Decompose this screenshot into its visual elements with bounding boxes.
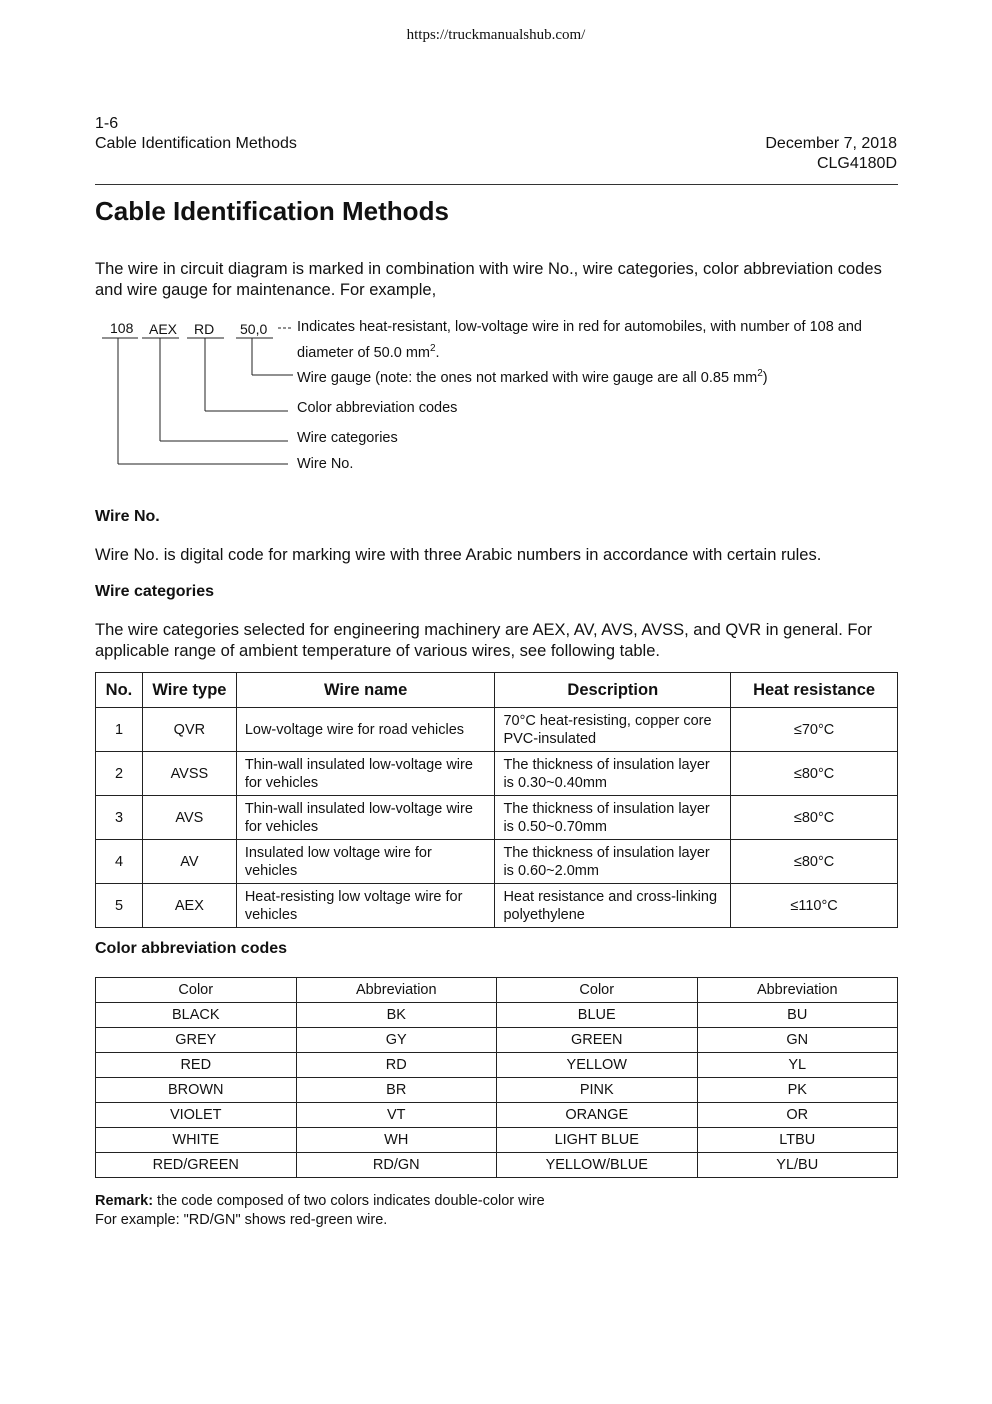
col-header-color: Color <box>497 978 698 1003</box>
table-row <box>96 884 898 928</box>
cell-abbreviation: OR <box>697 1103 898 1128</box>
table-row <box>96 1003 898 1028</box>
color-code-table <box>95 977 898 1178</box>
header-right <box>765 134 897 174</box>
cell-abbreviation: RD <box>296 1053 497 1078</box>
source-url: https://truckmanualshub.com/ <box>406 27 586 43</box>
wire-categories-text: The wire categories selected for engineering machinery are AEX, AV, AVS, AVSS, and QVR in general. For applicable range of ambient temperature of various wires, see following table. <box>95 621 873 660</box>
col-header-no: No. <box>96 673 143 708</box>
remark-example: For example: "RD/GN" shows red-green wire. <box>95 1212 388 1228</box>
cell-color: BLACK <box>96 1003 297 1028</box>
wire-no-text: Wire No. is digital code for marking wire with three Arabic numbers in accordance with certain rules. <box>95 546 822 564</box>
cell-color: GREEN <box>497 1028 698 1053</box>
table-row <box>96 840 898 884</box>
cell-wire-type: AVSS <box>142 752 236 796</box>
wire-type-table <box>95 672 898 928</box>
cell-color: VIOLET <box>96 1103 297 1128</box>
cell-description: The thickness of insulation layer is 0.50~0.70mm <box>495 796 731 840</box>
cell-color: BROWN <box>96 1078 297 1103</box>
page-number: 1-6 <box>95 115 119 132</box>
table-row <box>96 1128 898 1153</box>
remark-note <box>95 1192 545 1230</box>
cell-color: YELLOW <box>497 1053 698 1078</box>
cell-description: The thickness of insulation layer is 0.30~0.40mm <box>495 752 731 796</box>
cell-abbreviation: WH <box>296 1128 497 1153</box>
code-wire-category: AEX <box>149 321 178 337</box>
cell-abbreviation: BR <box>296 1078 497 1103</box>
cell-abbreviation: YL/BU <box>697 1153 898 1178</box>
cell-heat-resistance: ≤80°C <box>731 752 898 796</box>
header-date: December 7, 2018 <box>765 135 897 152</box>
header-section: Cable Identification Methods <box>95 135 297 152</box>
col-header-wire-type: Wire type <box>142 673 236 708</box>
table-row <box>96 1153 898 1178</box>
cell-abbreviation: YL <box>697 1053 898 1078</box>
cell-description: 70°C heat-resisting, copper core PVC-insulated <box>495 708 731 752</box>
description-line-2: diameter of 50.0 $mm^2$. <box>297 343 440 361</box>
cell-heat-resistance: ≤80°C <box>731 796 898 840</box>
col-header-description: Description <box>495 673 731 708</box>
cell-heat-resistance: ≤70°C <box>731 708 898 752</box>
cell-color: ORANGE <box>497 1103 698 1128</box>
cell-color: YELLOW/BLUE <box>497 1153 698 1178</box>
col-header-abbreviation: Abbreviation <box>697 978 898 1003</box>
cell-color: BLUE <box>497 1003 698 1028</box>
table-row <box>96 1028 898 1053</box>
cell-color: RED/GREEN <box>96 1153 297 1178</box>
cell-color: PINK <box>497 1078 698 1103</box>
cell-wire-name: Low-voltage wire for road vehicles <box>236 708 495 752</box>
description-line-1: Indicates heat-resistant, low-voltage wire in red for automobiles, with number of 108 and <box>297 319 862 335</box>
cell-no: 2 <box>96 752 143 796</box>
wire-code-diagram <box>95 312 900 482</box>
table-row <box>96 1078 898 1103</box>
wire-category-label: Wire categories <box>297 430 398 446</box>
cell-abbreviation: GN <box>697 1028 898 1053</box>
diagram-description <box>297 316 862 364</box>
intro-paragraph: The wire in circuit diagram is marked in combination with wire No., wire categories, color abbreviation codes and wire gauge for maintenance. For example, <box>95 260 882 299</box>
cell-abbreviation: GY <box>296 1028 497 1053</box>
cell-wire-name: Insulated low voltage wire for vehicles <box>236 840 495 884</box>
cell-wire-type: AVS <box>142 796 236 840</box>
cell-no: 5 <box>96 884 143 928</box>
table-row <box>96 708 898 752</box>
cell-no: 4 <box>96 840 143 884</box>
col-header-heat-resistance: Heat resistance <box>731 673 898 708</box>
table-header-row <box>96 673 898 708</box>
table-header-row <box>96 978 898 1003</box>
cell-heat-resistance: ≤80°C <box>731 840 898 884</box>
table-row <box>96 752 898 796</box>
page-title: Cable Identification Methods <box>95 196 449 226</box>
wire-no-label: Wire No. <box>297 456 354 472</box>
code-wire-no: 108 <box>110 320 134 336</box>
code-color: RD <box>194 321 215 337</box>
cell-wire-type: AV <box>142 840 236 884</box>
cell-wire-name: Thin-wall insulated low-voltage wire for vehicles <box>236 752 495 796</box>
table-row <box>96 1053 898 1078</box>
cell-wire-name: Heat-resisting low voltage wire for vehicles <box>236 884 495 928</box>
col-header-color: Color <box>96 978 297 1003</box>
cell-abbreviation: PK <box>697 1078 898 1103</box>
cell-wire-type: AEX <box>142 884 236 928</box>
table-row <box>96 1103 898 1128</box>
wire-no-heading: Wire No. <box>95 508 160 525</box>
header-model: CLG4180D <box>816 155 897 172</box>
remark-line <box>95 1192 545 1211</box>
col-header-abbreviation: Abbreviation <box>296 978 497 1003</box>
cell-color: WHITE <box>96 1128 297 1153</box>
cell-wire-name: Thin-wall insulated low-voltage wire for vehicles <box>236 796 495 840</box>
cell-abbreviation: VT <box>296 1103 497 1128</box>
cell-no: 1 <box>96 708 143 752</box>
header-divider <box>95 184 898 185</box>
table-row <box>96 796 898 840</box>
cell-abbreviation: RD/GN <box>296 1153 497 1178</box>
cell-abbreviation: BU <box>697 1003 898 1028</box>
cell-color: RED <box>96 1053 297 1078</box>
cell-description: The thickness of insulation layer is 0.60~2.0mm <box>495 840 731 884</box>
cell-no: 3 <box>96 796 143 840</box>
cell-abbreviation: BK <box>296 1003 497 1028</box>
color-code-label: Color abbreviation codes <box>297 400 458 416</box>
remark-label: Remark: <box>95 1193 154 1209</box>
cell-heat-resistance: ≤110°C <box>731 884 898 928</box>
wire-categories-heading: Wire categories <box>95 583 215 600</box>
cell-wire-type: QVR <box>142 708 236 752</box>
header-left <box>95 114 297 154</box>
cell-color: LIGHT BLUE <box>497 1128 698 1153</box>
color-codes-heading: Color abbreviation codes <box>95 940 288 957</box>
cell-abbreviation: LTBU <box>697 1128 898 1153</box>
code-gauge: 50,0 <box>240 321 268 337</box>
cell-description: Heat resistance and cross-linking polyethylene <box>495 884 731 928</box>
cell-color: GREY <box>96 1028 297 1053</box>
remark-text: the code composed of two colors indicates double-color wire <box>153 1193 545 1209</box>
col-header-wire-name: Wire name <box>236 673 495 708</box>
gauge-label: Wire gauge (note: the ones not marked with wire gauge are all 0.85 $mm^2$) <box>297 368 768 386</box>
